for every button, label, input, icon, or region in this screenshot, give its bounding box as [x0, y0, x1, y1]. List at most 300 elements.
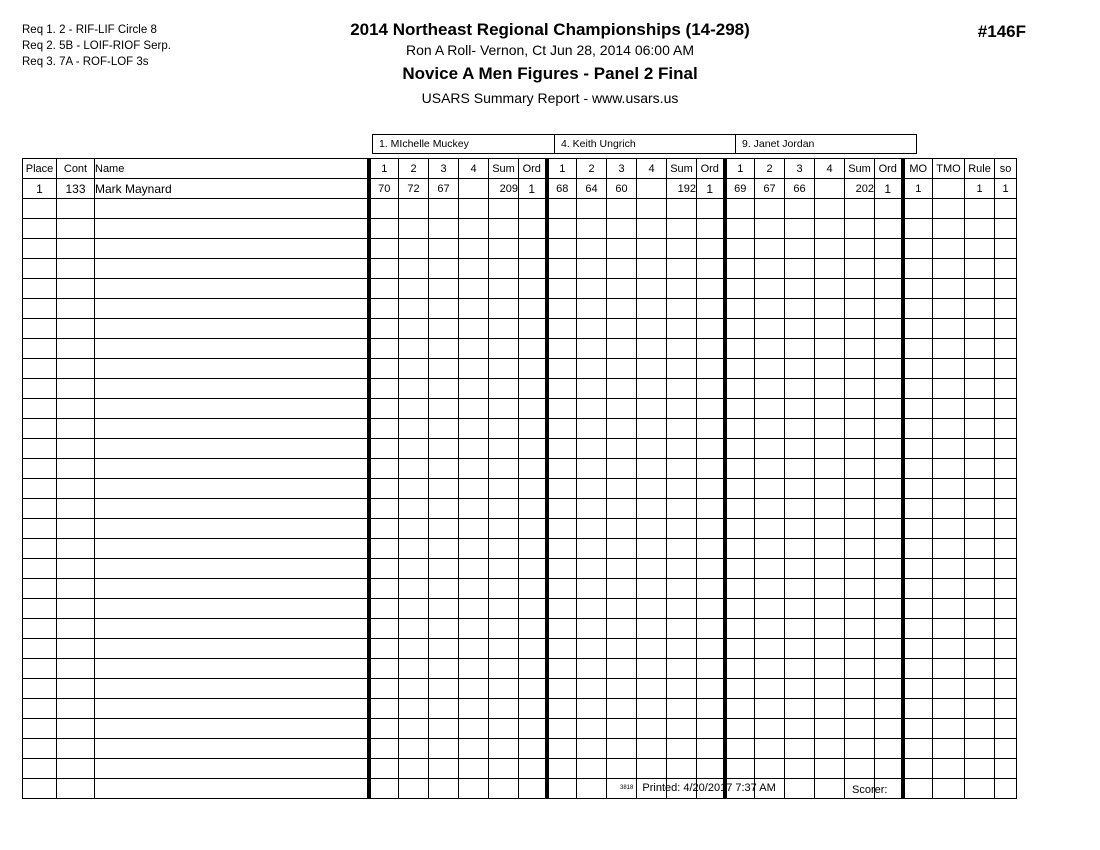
cell-j2-fig1[interactable] [547, 579, 577, 599]
cell-j2-fig2[interactable] [577, 499, 607, 519]
cell-j1-fig1[interactable] [369, 299, 399, 319]
cell-so[interactable] [995, 419, 1017, 439]
cell-j3-ord[interactable]: 1 [875, 179, 903, 199]
cell-cont[interactable] [57, 599, 95, 619]
cell-j1-fig4[interactable] [459, 499, 489, 519]
cell-j1-fig2[interactable] [399, 699, 429, 719]
cell-j1-fig1[interactable] [369, 239, 399, 259]
cell-j2-fig2[interactable] [577, 659, 607, 679]
cell-j3-sum[interactable] [845, 639, 875, 659]
cell-j1-fig4[interactable] [459, 179, 489, 199]
cell-j2-fig1[interactable] [547, 479, 577, 499]
cell-j1-sum[interactable] [489, 339, 519, 359]
cell-j1-fig4[interactable] [459, 659, 489, 679]
cell-name[interactable] [95, 219, 369, 239]
cell-place[interactable] [23, 539, 57, 559]
cell-j1-fig4[interactable] [459, 759, 489, 779]
cell-j2-sum[interactable] [667, 699, 697, 719]
cell-j3-fig2[interactable] [755, 559, 785, 579]
cell-j3-ord[interactable] [875, 379, 903, 399]
cell-j3-fig3[interactable] [785, 759, 815, 779]
cell-so[interactable] [995, 559, 1017, 579]
cell-cont[interactable] [57, 779, 95, 799]
cell-j1-fig1[interactable] [369, 599, 399, 619]
cell-j1-fig4[interactable] [459, 439, 489, 459]
cell-j3-fig3[interactable] [785, 599, 815, 619]
cell-j2-fig3[interactable] [607, 339, 637, 359]
cell-j3-ord[interactable] [875, 279, 903, 299]
cell-j3-fig2[interactable] [755, 459, 785, 479]
cell-j3-ord[interactable] [875, 759, 903, 779]
cell-tmo[interactable] [933, 439, 965, 459]
cell-mo[interactable] [903, 579, 933, 599]
cell-j3-sum[interactable] [845, 539, 875, 559]
cell-j2-fig2[interactable] [577, 779, 607, 799]
cell-j1-ord[interactable] [519, 319, 547, 339]
cell-tmo[interactable] [933, 519, 965, 539]
cell-j1-fig2[interactable] [399, 239, 429, 259]
cell-so[interactable] [995, 339, 1017, 359]
cell-j2-fig1[interactable] [547, 659, 577, 679]
cell-place[interactable] [23, 379, 57, 399]
cell-cont[interactable] [57, 719, 95, 739]
cell-j1-ord[interactable] [519, 199, 547, 219]
cell-name[interactable] [95, 719, 369, 739]
cell-j2-fig1[interactable] [547, 439, 577, 459]
cell-name[interactable] [95, 579, 369, 599]
cell-name[interactable] [95, 759, 369, 779]
cell-j1-fig2[interactable] [399, 639, 429, 659]
cell-j1-fig1[interactable] [369, 479, 399, 499]
cell-j1-fig3[interactable] [429, 499, 459, 519]
cell-j2-fig2[interactable] [577, 239, 607, 259]
cell-j3-fig3[interactable] [785, 479, 815, 499]
cell-rule[interactable] [965, 679, 995, 699]
cell-j1-fig1[interactable] [369, 419, 399, 439]
cell-place[interactable] [23, 239, 57, 259]
cell-j3-ord[interactable] [875, 639, 903, 659]
cell-j1-fig3[interactable] [429, 259, 459, 279]
cell-j1-sum[interactable] [489, 359, 519, 379]
cell-j2-sum[interactable] [667, 319, 697, 339]
cell-place[interactable] [23, 679, 57, 699]
cell-j1-fig2[interactable] [399, 259, 429, 279]
cell-name[interactable] [95, 639, 369, 659]
cell-j3-fig4[interactable] [815, 739, 845, 759]
cell-j2-fig1[interactable] [547, 239, 577, 259]
cell-so[interactable] [995, 379, 1017, 399]
cell-j2-sum[interactable] [667, 399, 697, 419]
cell-j3-sum[interactable] [845, 199, 875, 219]
cell-mo[interactable] [903, 439, 933, 459]
cell-j3-fig2[interactable] [755, 659, 785, 679]
cell-j3-fig2[interactable] [755, 279, 785, 299]
cell-j3-fig3[interactable] [785, 639, 815, 659]
cell-j3-fig1[interactable] [725, 199, 755, 219]
cell-mo[interactable] [903, 479, 933, 499]
cell-j1-ord[interactable] [519, 559, 547, 579]
cell-j1-fig3[interactable] [429, 779, 459, 799]
cell-name[interactable] [95, 739, 369, 759]
cell-j2-fig1[interactable] [547, 679, 577, 699]
cell-j1-sum[interactable] [489, 319, 519, 339]
cell-place[interactable] [23, 359, 57, 379]
cell-j1-fig3[interactable] [429, 439, 459, 459]
cell-name[interactable] [95, 459, 369, 479]
cell-j3-ord[interactable] [875, 459, 903, 479]
cell-j2-sum[interactable] [667, 499, 697, 519]
cell-j2-sum[interactable] [667, 559, 697, 579]
cell-j2-fig3[interactable] [607, 439, 637, 459]
cell-j3-fig1[interactable] [725, 459, 755, 479]
cell-mo[interactable] [903, 419, 933, 439]
cell-j1-fig2[interactable] [399, 579, 429, 599]
cell-j2-ord[interactable] [697, 439, 725, 459]
cell-j3-fig3[interactable] [785, 559, 815, 579]
cell-j2-ord[interactable] [697, 199, 725, 219]
cell-place[interactable] [23, 619, 57, 639]
cell-j3-fig2[interactable] [755, 599, 785, 619]
cell-j1-fig4[interactable] [459, 359, 489, 379]
cell-j1-fig4[interactable] [459, 699, 489, 719]
cell-j2-fig2[interactable] [577, 599, 607, 619]
cell-j2-sum[interactable] [667, 739, 697, 759]
cell-j3-fig2[interactable] [755, 299, 785, 319]
cell-name[interactable] [95, 439, 369, 459]
cell-j1-sum[interactable] [489, 379, 519, 399]
cell-rule[interactable] [965, 319, 995, 339]
cell-mo[interactable] [903, 339, 933, 359]
cell-place[interactable] [23, 319, 57, 339]
cell-j1-fig4[interactable] [459, 579, 489, 599]
cell-j1-ord[interactable] [519, 259, 547, 279]
cell-name[interactable] [95, 499, 369, 519]
cell-j3-fig4[interactable] [815, 319, 845, 339]
cell-j1-ord[interactable] [519, 619, 547, 639]
cell-so[interactable] [995, 519, 1017, 539]
cell-j1-fig2[interactable] [399, 599, 429, 619]
cell-j2-ord[interactable] [697, 519, 725, 539]
cell-cont[interactable] [57, 659, 95, 679]
cell-j1-sum[interactable]: 209 [489, 179, 519, 199]
cell-j3-fig2[interactable] [755, 739, 785, 759]
cell-j3-sum[interactable] [845, 759, 875, 779]
cell-rule[interactable] [965, 299, 995, 319]
cell-name[interactable] [95, 239, 369, 259]
cell-j2-fig4[interactable] [637, 279, 667, 299]
cell-cont[interactable] [57, 739, 95, 759]
cell-name[interactable] [95, 259, 369, 279]
cell-j3-ord[interactable] [875, 319, 903, 339]
cell-mo[interactable] [903, 359, 933, 379]
cell-so[interactable] [995, 299, 1017, 319]
cell-j3-fig2[interactable] [755, 539, 785, 559]
cell-j1-ord[interactable] [519, 579, 547, 599]
cell-j1-fig2[interactable] [399, 459, 429, 479]
cell-so[interactable] [995, 619, 1017, 639]
cell-rule[interactable] [965, 379, 995, 399]
cell-j1-fig2[interactable] [399, 619, 429, 639]
cell-j1-sum[interactable] [489, 499, 519, 519]
cell-j2-fig2[interactable] [577, 519, 607, 539]
cell-j3-fig2[interactable] [755, 359, 785, 379]
cell-tmo[interactable] [933, 219, 965, 239]
cell-j3-fig1[interactable] [725, 479, 755, 499]
cell-j1-fig1[interactable] [369, 539, 399, 559]
cell-mo[interactable] [903, 779, 933, 799]
cell-j3-fig1[interactable] [725, 379, 755, 399]
cell-j2-fig3[interactable] [607, 639, 637, 659]
cell-j3-ord[interactable] [875, 399, 903, 419]
cell-j3-sum[interactable] [845, 559, 875, 579]
cell-tmo[interactable] [933, 239, 965, 259]
cell-j3-sum[interactable] [845, 619, 875, 639]
cell-j2-sum[interactable] [667, 619, 697, 639]
cell-so[interactable] [995, 359, 1017, 379]
cell-j1-fig1[interactable] [369, 279, 399, 299]
cell-j1-ord[interactable] [519, 719, 547, 739]
cell-j2-fig4[interactable] [637, 219, 667, 239]
cell-j3-fig4[interactable] [815, 759, 845, 779]
cell-j1-fig1[interactable] [369, 339, 399, 359]
cell-cont[interactable] [57, 339, 95, 359]
cell-j1-fig1[interactable] [369, 219, 399, 239]
cell-j1-fig2[interactable] [399, 439, 429, 459]
cell-mo[interactable] [903, 759, 933, 779]
cell-rule[interactable] [965, 619, 995, 639]
cell-j1-fig2[interactable] [399, 519, 429, 539]
cell-cont[interactable] [57, 519, 95, 539]
cell-j1-fig3[interactable] [429, 319, 459, 339]
cell-so[interactable] [995, 779, 1017, 799]
cell-j2-fig1[interactable] [547, 499, 577, 519]
cell-j2-fig4[interactable] [637, 759, 667, 779]
cell-j3-fig4[interactable] [815, 179, 845, 199]
cell-j1-fig4[interactable] [459, 199, 489, 219]
cell-j1-fig2[interactable] [399, 419, 429, 439]
cell-so[interactable] [995, 479, 1017, 499]
cell-name[interactable] [95, 319, 369, 339]
cell-place[interactable] [23, 439, 57, 459]
cell-j3-sum[interactable] [845, 239, 875, 259]
cell-j1-fig4[interactable] [459, 279, 489, 299]
cell-j2-fig1[interactable] [547, 419, 577, 439]
cell-j2-sum[interactable] [667, 599, 697, 619]
cell-mo[interactable] [903, 259, 933, 279]
cell-mo[interactable] [903, 239, 933, 259]
cell-cont[interactable]: 133 [57, 179, 95, 199]
cell-j2-fig3[interactable] [607, 619, 637, 639]
cell-j2-fig4[interactable] [637, 619, 667, 639]
cell-j2-fig1[interactable] [547, 779, 577, 799]
cell-j3-fig4[interactable] [815, 539, 845, 559]
cell-cont[interactable] [57, 239, 95, 259]
cell-j1-fig2[interactable] [399, 779, 429, 799]
cell-j1-fig2[interactable] [399, 659, 429, 679]
cell-j2-sum[interactable] [667, 239, 697, 259]
cell-cont[interactable] [57, 399, 95, 419]
cell-j3-fig1[interactable] [725, 579, 755, 599]
cell-j3-fig1[interactable] [725, 359, 755, 379]
cell-j2-sum[interactable] [667, 759, 697, 779]
cell-j3-fig2[interactable] [755, 399, 785, 419]
cell-j3-fig1[interactable] [725, 719, 755, 739]
cell-j3-fig2[interactable] [755, 719, 785, 739]
cell-j3-sum[interactable] [845, 719, 875, 739]
cell-j1-sum[interactable] [489, 219, 519, 239]
cell-j3-sum[interactable] [845, 739, 875, 759]
cell-j3-sum[interactable] [845, 359, 875, 379]
cell-name[interactable] [95, 599, 369, 619]
cell-j3-fig2[interactable] [755, 639, 785, 659]
cell-j1-fig1[interactable] [369, 559, 399, 579]
cell-tmo[interactable] [933, 539, 965, 559]
cell-j2-fig1[interactable] [547, 319, 577, 339]
cell-j2-ord[interactable] [697, 719, 725, 739]
cell-j3-fig4[interactable] [815, 659, 845, 679]
cell-place[interactable] [23, 479, 57, 499]
cell-j3-sum[interactable] [845, 279, 875, 299]
cell-j2-ord[interactable] [697, 219, 725, 239]
cell-j1-ord[interactable] [519, 299, 547, 319]
cell-j2-sum[interactable] [667, 279, 697, 299]
cell-j3-sum[interactable]: 202 [845, 179, 875, 199]
cell-j3-fig4[interactable] [815, 339, 845, 359]
cell-name[interactable] [95, 199, 369, 219]
cell-j2-ord[interactable] [697, 739, 725, 759]
cell-j2-fig3[interactable] [607, 299, 637, 319]
cell-j1-fig4[interactable] [459, 639, 489, 659]
cell-j3-ord[interactable] [875, 679, 903, 699]
cell-j3-fig2[interactable] [755, 339, 785, 359]
cell-name[interactable] [95, 399, 369, 419]
cell-cont[interactable] [57, 539, 95, 559]
cell-j2-fig1[interactable] [547, 359, 577, 379]
cell-j1-fig3[interactable] [429, 519, 459, 539]
cell-j1-ord[interactable] [519, 679, 547, 699]
cell-cont[interactable] [57, 499, 95, 519]
cell-j2-sum[interactable] [667, 379, 697, 399]
cell-name[interactable] [95, 419, 369, 439]
cell-j3-ord[interactable] [875, 439, 903, 459]
cell-j1-fig3[interactable] [429, 539, 459, 559]
cell-rule[interactable] [965, 719, 995, 739]
cell-rule[interactable] [965, 199, 995, 219]
cell-j1-fig1[interactable] [369, 359, 399, 379]
cell-rule[interactable] [965, 339, 995, 359]
cell-j1-fig1[interactable] [369, 719, 399, 739]
cell-j3-fig3[interactable] [785, 499, 815, 519]
cell-cont[interactable] [57, 459, 95, 479]
cell-j3-fig2[interactable] [755, 579, 785, 599]
cell-name[interactable] [95, 519, 369, 539]
cell-j1-fig2[interactable] [399, 379, 429, 399]
cell-j3-ord[interactable] [875, 539, 903, 559]
cell-j3-fig3[interactable] [785, 679, 815, 699]
cell-j3-fig4[interactable] [815, 399, 845, 419]
cell-j3-fig2[interactable] [755, 199, 785, 219]
cell-j3-fig1[interactable] [725, 699, 755, 719]
cell-j2-fig4[interactable] [637, 639, 667, 659]
cell-tmo[interactable] [933, 339, 965, 359]
cell-j3-fig1[interactable] [725, 739, 755, 759]
cell-j1-sum[interactable] [489, 579, 519, 599]
cell-j3-fig3[interactable] [785, 259, 815, 279]
cell-j1-ord[interactable] [519, 379, 547, 399]
cell-rule[interactable] [965, 239, 995, 259]
cell-j2-fig1[interactable] [547, 739, 577, 759]
cell-j3-fig2[interactable] [755, 759, 785, 779]
cell-cont[interactable] [57, 699, 95, 719]
cell-tmo[interactable] [933, 699, 965, 719]
cell-j2-ord[interactable] [697, 499, 725, 519]
cell-j2-sum[interactable] [667, 479, 697, 499]
cell-tmo[interactable] [933, 459, 965, 479]
cell-j3-fig3[interactable] [785, 199, 815, 219]
cell-j3-fig2[interactable] [755, 519, 785, 539]
cell-j2-ord[interactable] [697, 679, 725, 699]
cell-j1-fig3[interactable] [429, 699, 459, 719]
cell-cont[interactable] [57, 439, 95, 459]
cell-j2-fig2[interactable] [577, 339, 607, 359]
cell-cont[interactable] [57, 419, 95, 439]
cell-j3-fig2[interactable] [755, 419, 785, 439]
cell-cont[interactable] [57, 279, 95, 299]
cell-tmo[interactable] [933, 259, 965, 279]
cell-mo[interactable] [903, 739, 933, 759]
cell-cont[interactable] [57, 759, 95, 779]
cell-j3-sum[interactable] [845, 299, 875, 319]
cell-j2-fig3[interactable] [607, 679, 637, 699]
cell-j2-fig2[interactable] [577, 679, 607, 699]
cell-j3-ord[interactable] [875, 299, 903, 319]
cell-j1-fig4[interactable] [459, 239, 489, 259]
cell-rule[interactable] [965, 419, 995, 439]
cell-j2-fig3[interactable] [607, 279, 637, 299]
cell-j3-fig3[interactable] [785, 699, 815, 719]
cell-j2-fig1[interactable] [547, 539, 577, 559]
cell-j1-fig4[interactable] [459, 259, 489, 279]
cell-j1-fig2[interactable] [399, 319, 429, 339]
cell-j2-sum[interactable] [667, 219, 697, 239]
cell-rule[interactable] [965, 539, 995, 559]
cell-so[interactable] [995, 199, 1017, 219]
cell-j3-fig1[interactable] [725, 759, 755, 779]
cell-j2-fig4[interactable] [637, 359, 667, 379]
cell-j2-sum[interactable] [667, 299, 697, 319]
cell-j2-fig3[interactable] [607, 559, 637, 579]
cell-j2-fig2[interactable] [577, 199, 607, 219]
cell-rule[interactable] [965, 599, 995, 619]
cell-j2-fig2[interactable] [577, 399, 607, 419]
cell-j3-ord[interactable] [875, 359, 903, 379]
cell-j3-fig3[interactable] [785, 739, 815, 759]
cell-j2-fig4[interactable] [637, 339, 667, 359]
cell-j2-sum[interactable] [667, 579, 697, 599]
cell-j3-ord[interactable] [875, 479, 903, 499]
cell-mo[interactable]: 1 [903, 179, 933, 199]
cell-j3-sum[interactable] [845, 519, 875, 539]
cell-name[interactable] [95, 479, 369, 499]
cell-j1-ord[interactable] [519, 739, 547, 759]
cell-j2-fig4[interactable] [637, 479, 667, 499]
cell-j3-fig4[interactable] [815, 419, 845, 439]
cell-mo[interactable] [903, 279, 933, 299]
cell-j1-fig3[interactable] [429, 659, 459, 679]
cell-j2-ord[interactable]: 1 [697, 179, 725, 199]
cell-so[interactable] [995, 699, 1017, 719]
cell-j1-fig2[interactable] [399, 499, 429, 519]
